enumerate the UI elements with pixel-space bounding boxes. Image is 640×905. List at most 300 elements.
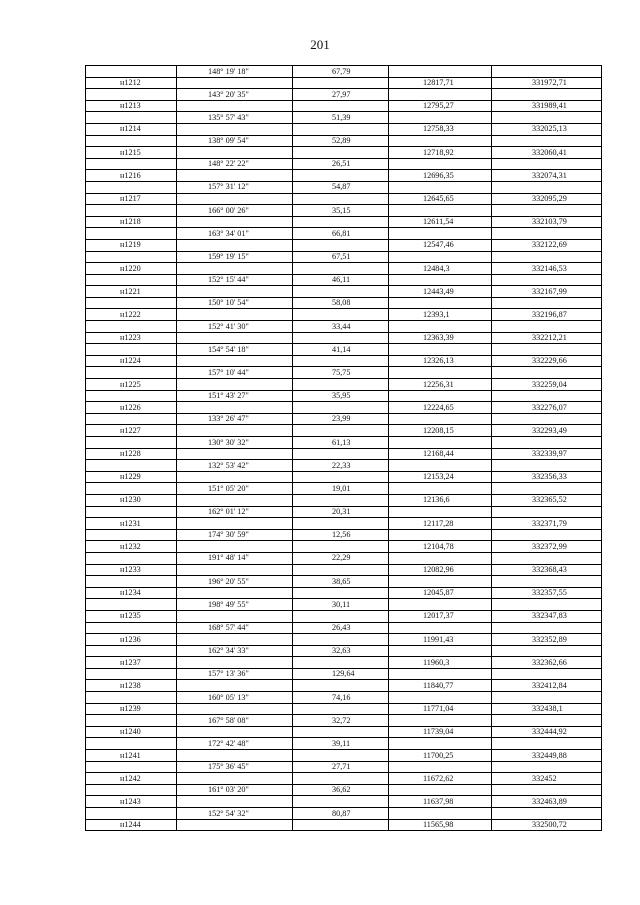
y-coordinate-cell [492,135,602,147]
point-name-cell [86,506,177,518]
y-coordinate-cell: 332347,83 [492,610,602,622]
x-coordinate-cell [389,251,492,263]
table-row [86,784,602,796]
table-row [86,599,602,611]
table-row [86,181,602,193]
distance-cell: 67,51 [293,251,389,263]
point-name-cell: н1239 [86,703,177,715]
x-coordinate-cell [389,367,492,379]
x-coordinate-cell [389,552,492,564]
distance-cell: 23,99 [293,413,389,425]
direction-angle-cell [177,170,293,182]
table-row [86,147,602,159]
distance-cell: 75,75 [293,367,389,379]
point-name-cell [86,761,177,773]
direction-angle-cell [177,263,293,275]
direction-angle-cell [177,726,293,738]
direction-angle-cell: 159° 19' 15" [177,251,293,263]
table-row [86,541,602,553]
direction-angle-cell: 148° 19' 18" [177,66,293,78]
x-coordinate-cell: 12484,3 [389,263,492,275]
point-name-cell: н1243 [86,796,177,808]
y-coordinate-cell: 332025,13 [492,123,602,135]
point-name-cell: н1225 [86,379,177,391]
point-name-cell [86,483,177,495]
direction-angle-cell: 174° 30' 59" [177,529,293,541]
y-coordinate-cell [492,576,602,588]
point-name-cell: н1244 [86,819,177,831]
point-name-cell [86,274,177,286]
x-coordinate-cell [389,297,492,309]
x-coordinate-cell [389,228,492,240]
direction-angle-cell [177,773,293,785]
table-row [86,321,602,333]
direction-angle-cell [177,796,293,808]
distance-cell: 46,11 [293,274,389,286]
table-body [86,66,602,831]
x-coordinate-cell [389,529,492,541]
distance-cell: 61,13 [293,437,389,449]
table-row [86,112,602,124]
point-name-cell: н1232 [86,541,177,553]
y-coordinate-cell: 332229,66 [492,355,602,367]
x-coordinate-cell [389,784,492,796]
direction-angle-cell: 157° 31' 12" [177,181,293,193]
distance-cell: 19,01 [293,483,389,495]
distance-cell [293,216,389,228]
distance-cell [293,750,389,762]
y-coordinate-cell [492,506,602,518]
distance-cell [293,100,389,112]
direction-angle-cell [177,634,293,646]
y-coordinate-cell [492,437,602,449]
point-name-cell [86,89,177,101]
y-coordinate-cell [492,205,602,217]
distance-cell [293,355,389,367]
table-row [86,518,602,530]
point-name-cell: н1226 [86,402,177,414]
table-row [86,796,602,808]
distance-cell: 41,14 [293,344,389,356]
table-row [86,205,602,217]
x-coordinate-cell [389,181,492,193]
table-row [86,297,602,309]
table-row [86,228,602,240]
x-coordinate-cell: 12393,1 [389,309,492,321]
distance-cell: 52,89 [293,135,389,147]
table-row [86,193,602,205]
direction-angle-cell [177,680,293,692]
y-coordinate-cell: 332196,87 [492,309,602,321]
direction-angle-cell: 196° 20' 55" [177,576,293,588]
distance-cell: 12,56 [293,529,389,541]
distance-cell [293,332,389,344]
direction-angle-cell: 175° 36' 45" [177,761,293,773]
table-row [86,529,602,541]
distance-cell: 27,97 [293,89,389,101]
point-name-cell: н1215 [86,147,177,159]
table-row [86,750,602,762]
y-coordinate-cell [492,367,602,379]
y-coordinate-cell [492,784,602,796]
x-coordinate-cell: 12082,96 [389,564,492,576]
y-coordinate-cell: 331989,41 [492,100,602,112]
direction-angle-cell: 162° 01' 12" [177,506,293,518]
y-coordinate-cell [492,715,602,727]
x-coordinate-cell: 11960,3 [389,657,492,669]
distance-cell [293,286,389,298]
direction-angle-cell [177,471,293,483]
x-coordinate-cell [389,89,492,101]
y-coordinate-cell: 332365,52 [492,494,602,506]
direction-angle-cell: 152° 15' 44" [177,274,293,286]
point-name-cell: н1220 [86,263,177,275]
x-coordinate-cell: 11771,04 [389,703,492,715]
point-name-cell [86,112,177,124]
point-name-cell: н1229 [86,471,177,483]
boundary-coordinates-table [85,65,602,831]
y-coordinate-cell: 332452 [492,773,602,785]
distance-cell: 38,65 [293,576,389,588]
distance-cell: 30,11 [293,599,389,611]
y-coordinate-cell: 332060,41 [492,147,602,159]
distance-cell [293,193,389,205]
point-name-cell [86,251,177,263]
point-name-cell: н1219 [86,239,177,251]
direction-angle-cell [177,750,293,762]
table-row [86,413,602,425]
direction-angle-cell [177,494,293,506]
table-row [86,564,602,576]
y-coordinate-cell: 332438,1 [492,703,602,715]
point-name-cell [86,576,177,588]
table-row [86,355,602,367]
x-coordinate-cell [389,158,492,170]
direction-angle-cell [177,355,293,367]
direction-angle-cell: 172° 42' 48" [177,738,293,750]
table-row [86,460,602,472]
point-name-cell: н1224 [86,355,177,367]
y-coordinate-cell [492,738,602,750]
distance-cell: 129,64 [293,668,389,680]
point-name-cell: н1238 [86,680,177,692]
x-coordinate-cell [389,274,492,286]
table-row [86,448,602,460]
point-name-cell [86,413,177,425]
distance-cell: 32,72 [293,715,389,727]
y-coordinate-cell [492,692,602,704]
x-coordinate-cell [389,692,492,704]
x-coordinate-cell [389,321,492,333]
table-row [86,715,602,727]
distance-cell [293,773,389,785]
x-coordinate-cell: 12817,71 [389,77,492,89]
table-row [86,773,602,785]
y-coordinate-cell: 332362,66 [492,657,602,669]
y-coordinate-cell: 332293,49 [492,425,602,437]
distance-cell [293,518,389,530]
point-name-cell: н1231 [86,518,177,530]
point-name-cell [86,228,177,240]
direction-angle-cell: 151° 05' 20" [177,483,293,495]
y-coordinate-cell: 332095,29 [492,193,602,205]
direction-angle-cell: 157° 13' 36" [177,668,293,680]
table-row [86,100,602,112]
table-row [86,738,602,750]
y-coordinate-cell [492,274,602,286]
point-name-cell [86,297,177,309]
distance-cell [293,610,389,622]
distance-cell [293,123,389,135]
direction-angle-cell [177,309,293,321]
x-coordinate-cell [389,112,492,124]
distance-cell [293,448,389,460]
point-name-cell [86,552,177,564]
direction-angle-cell [177,587,293,599]
distance-cell: 58,08 [293,297,389,309]
table-row [86,437,602,449]
y-coordinate-cell [492,228,602,240]
table-row [86,66,602,78]
direction-angle-cell: 143° 20' 35" [177,89,293,101]
distance-cell: 51,39 [293,112,389,124]
point-name-cell [86,344,177,356]
x-coordinate-cell [389,460,492,472]
direction-angle-cell: 152° 54' 32" [177,808,293,820]
direction-angle-cell: 161° 03' 20" [177,784,293,796]
distance-cell: 66,81 [293,228,389,240]
direction-angle-cell [177,703,293,715]
direction-angle-cell [177,77,293,89]
y-coordinate-cell: 332463,89 [492,796,602,808]
x-coordinate-cell [389,715,492,727]
table-row [86,668,602,680]
x-coordinate-cell [389,506,492,518]
direction-angle-cell [177,239,293,251]
x-coordinate-cell [389,808,492,820]
x-coordinate-cell [389,344,492,356]
x-coordinate-cell: 12363,39 [389,332,492,344]
point-name-cell [86,66,177,78]
table-row [86,123,602,135]
direction-angle-cell [177,448,293,460]
y-coordinate-cell: 332352,89 [492,634,602,646]
point-name-cell [86,599,177,611]
y-coordinate-cell: 332276,07 [492,402,602,414]
distance-cell: 35,15 [293,205,389,217]
x-coordinate-cell [389,645,492,657]
point-name-cell: н1227 [86,425,177,437]
direction-angle-cell [177,657,293,669]
y-coordinate-cell: 332103,79 [492,216,602,228]
direction-angle-cell: 151° 43' 27" [177,390,293,402]
point-name-cell [86,158,177,170]
point-name-cell: н1222 [86,309,177,321]
x-coordinate-cell: 11565,98 [389,819,492,831]
table-row [86,332,602,344]
point-name-cell: н1212 [86,77,177,89]
distance-cell: 26,51 [293,158,389,170]
point-name-cell: н1221 [86,286,177,298]
table-row [86,286,602,298]
distance-cell [293,564,389,576]
x-coordinate-cell [389,390,492,402]
direction-angle-cell: 160° 05' 13" [177,692,293,704]
distance-cell [293,425,389,437]
x-coordinate-cell: 12153,24 [389,471,492,483]
point-name-cell: н1235 [86,610,177,622]
y-coordinate-cell: 332357,55 [492,587,602,599]
distance-cell [293,239,389,251]
x-coordinate-cell: 12443,49 [389,286,492,298]
direction-angle-cell: 162° 34' 33" [177,645,293,657]
point-name-cell [86,181,177,193]
table-row [86,89,602,101]
table-row [86,761,602,773]
direction-angle-cell: 130° 30' 32" [177,437,293,449]
x-coordinate-cell: 12117,28 [389,518,492,530]
table-row [86,622,602,634]
table-row [86,135,602,147]
y-coordinate-cell [492,321,602,333]
x-coordinate-cell: 11991,43 [389,634,492,646]
x-coordinate-cell: 11672,62 [389,773,492,785]
direction-angle-cell [177,402,293,414]
point-name-cell: н1223 [86,332,177,344]
y-coordinate-cell [492,552,602,564]
table-row [86,239,602,251]
y-coordinate-cell: 332412,84 [492,680,602,692]
x-coordinate-cell: 11840,77 [389,680,492,692]
direction-angle-cell: 167° 58' 08" [177,715,293,727]
direction-angle-cell: 135° 57' 43" [177,112,293,124]
point-name-cell [86,622,177,634]
point-name-cell [86,321,177,333]
distance-cell: 33,44 [293,321,389,333]
distance-cell: 74,16 [293,692,389,704]
table-row [86,274,602,286]
table-row [86,680,602,692]
direction-angle-cell: 154° 54' 18" [177,344,293,356]
y-coordinate-cell [492,344,602,356]
point-name-cell: н1242 [86,773,177,785]
direction-angle-cell [177,379,293,391]
table-row [86,471,602,483]
point-name-cell [86,715,177,727]
table-row [86,576,602,588]
point-name-cell: н1233 [86,564,177,576]
distance-cell [293,726,389,738]
table-row [86,216,602,228]
y-coordinate-cell [492,599,602,611]
distance-cell: 20,31 [293,506,389,518]
y-coordinate-cell [492,181,602,193]
table-row [86,309,602,321]
point-name-cell [86,390,177,402]
x-coordinate-cell: 12104,78 [389,541,492,553]
distance-cell [293,379,389,391]
y-coordinate-cell: 332371,79 [492,518,602,530]
y-coordinate-cell [492,390,602,402]
direction-angle-cell [177,819,293,831]
table-row [86,367,602,379]
direction-angle-cell [177,332,293,344]
y-coordinate-cell [492,112,602,124]
point-name-cell: н1218 [86,216,177,228]
table-row [86,379,602,391]
point-name-cell: н1240 [86,726,177,738]
direction-angle-cell: 157° 10' 44" [177,367,293,379]
x-coordinate-cell [389,135,492,147]
distance-cell [293,634,389,646]
direction-angle-cell: 191° 48' 14" [177,552,293,564]
point-name-cell [86,205,177,217]
table-row [86,610,602,622]
point-name-cell: н1241 [86,750,177,762]
x-coordinate-cell [389,576,492,588]
direction-angle-cell [177,564,293,576]
x-coordinate-cell: 12168,44 [389,448,492,460]
y-coordinate-cell [492,622,602,634]
point-name-cell [86,668,177,680]
distance-cell [293,170,389,182]
point-name-cell: н1213 [86,100,177,112]
y-coordinate-cell: 332444,92 [492,726,602,738]
point-name-cell: н1217 [86,193,177,205]
x-coordinate-cell: 11700,25 [389,750,492,762]
x-coordinate-cell: 12224,65 [389,402,492,414]
x-coordinate-cell: 11739,04 [389,726,492,738]
table-row [86,494,602,506]
point-name-cell: н1214 [86,123,177,135]
point-name-cell: н1234 [86,587,177,599]
distance-cell: 32,63 [293,645,389,657]
y-coordinate-cell [492,808,602,820]
table-row [86,390,602,402]
point-name-cell [86,645,177,657]
x-coordinate-cell: 12017,37 [389,610,492,622]
x-coordinate-cell: 12326,13 [389,355,492,367]
x-coordinate-cell: 12718,92 [389,147,492,159]
distance-cell: 35,95 [293,390,389,402]
direction-angle-cell: 163° 34' 01" [177,228,293,240]
distance-cell: 39,11 [293,738,389,750]
x-coordinate-cell: 12758,33 [389,123,492,135]
y-coordinate-cell [492,251,602,263]
x-coordinate-cell [389,413,492,425]
x-coordinate-cell: 12611,54 [389,216,492,228]
point-name-cell [86,692,177,704]
table-row [86,634,602,646]
y-coordinate-cell: 332356,33 [492,471,602,483]
direction-angle-cell [177,193,293,205]
distance-cell [293,819,389,831]
distance-cell [293,471,389,483]
table-row [86,703,602,715]
distance-cell: 22,29 [293,552,389,564]
distance-cell: 22,33 [293,460,389,472]
point-name-cell [86,367,177,379]
table-row [86,251,602,263]
direction-angle-cell: 132° 53' 42" [177,460,293,472]
y-coordinate-cell: 332167,99 [492,286,602,298]
direction-angle-cell: 150° 10' 54" [177,297,293,309]
direction-angle-cell: 168° 57' 44" [177,622,293,634]
table-row [86,344,602,356]
table-row [86,587,602,599]
y-coordinate-cell: 332122,69 [492,239,602,251]
y-coordinate-cell: 332259,04 [492,379,602,391]
